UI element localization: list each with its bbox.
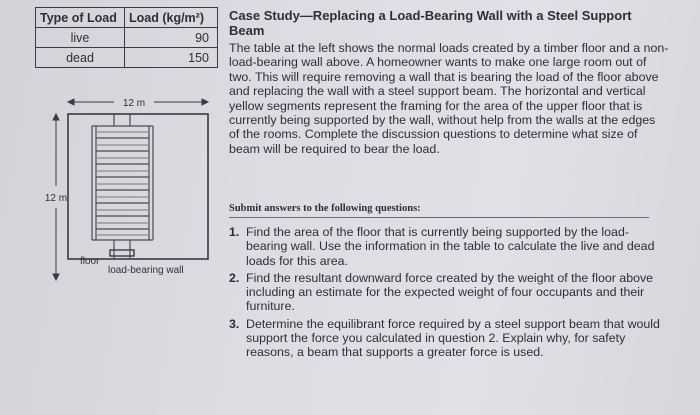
top-dimension-label: 12 m: [122, 98, 146, 109]
floor-framing-diagram: [30, 92, 220, 282]
question-number: 1.: [229, 225, 240, 239]
arrow-right-icon: [202, 99, 208, 105]
case-study-title: Case Study—Replacing a Load-Bearing Wall with a Steel Support Beam: [229, 8, 632, 38]
submit-heading: Submit answers to the following questions:: [229, 203, 649, 218]
arrow-left-icon: [68, 99, 74, 105]
load-table: [35, 7, 218, 68]
case-study-intro: The table at the left shows the normal loads created by a timber floor and a non-load-bearing wall above. A homeowner wants to make one large room out of two. This will require removing a wall that is bearing the load of the floor above and replacing the wall with a steel support beam. The horizontal and vertical yellow segments represent the framing for the area of the upper floor that is currently being supported by the wall, without help from the walls at the edges of the rooms. Complete the discussion questions to determine what size of beam will be required to bear the load.: [229, 41, 669, 156]
table-header-row: [36, 8, 218, 28]
wall-label: load-bearing wall: [108, 265, 184, 276]
floor-label: floor: [80, 256, 100, 267]
header-load: Load (kg/m²): [125, 8, 218, 28]
arrow-down-icon: [53, 274, 59, 280]
table-row: [36, 28, 218, 48]
side-dimension-label: 12 m: [44, 193, 68, 204]
cell-type: dead: [36, 48, 125, 68]
arrow-up-icon: [53, 114, 59, 120]
cell-load: 90: [125, 28, 218, 48]
framing-segments: [92, 114, 153, 259]
list-item: [229, 271, 661, 314]
question-text: Find the resultant downward force created by the weight of the floor above including an estimate for the expected weight of four occupants and their furniture.: [246, 270, 654, 314]
case-study: [229, 8, 669, 156]
cell-type: live: [36, 28, 125, 48]
question-list: [229, 225, 661, 363]
cell-load: 150: [125, 48, 218, 68]
list-item: [229, 317, 661, 360]
question-number: 3.: [229, 316, 240, 331]
question-text: Find the area of the floor that is currently being supported by the load-bearing wall. Use the information in the table to calculate the live and dead loads for this area.: [246, 225, 655, 268]
question-number: 2.: [229, 270, 240, 285]
question-text: Determine the equilibrant force required by a steel support beam that would support the force you calculated in question 2. Explain why, for safety reasons, a beam that supports a greater force is used.: [246, 316, 660, 360]
header-type-of-load: Type of Load: [36, 8, 125, 28]
list-item: [229, 225, 661, 268]
floor-outline: [68, 114, 208, 259]
table-row: [36, 48, 218, 68]
